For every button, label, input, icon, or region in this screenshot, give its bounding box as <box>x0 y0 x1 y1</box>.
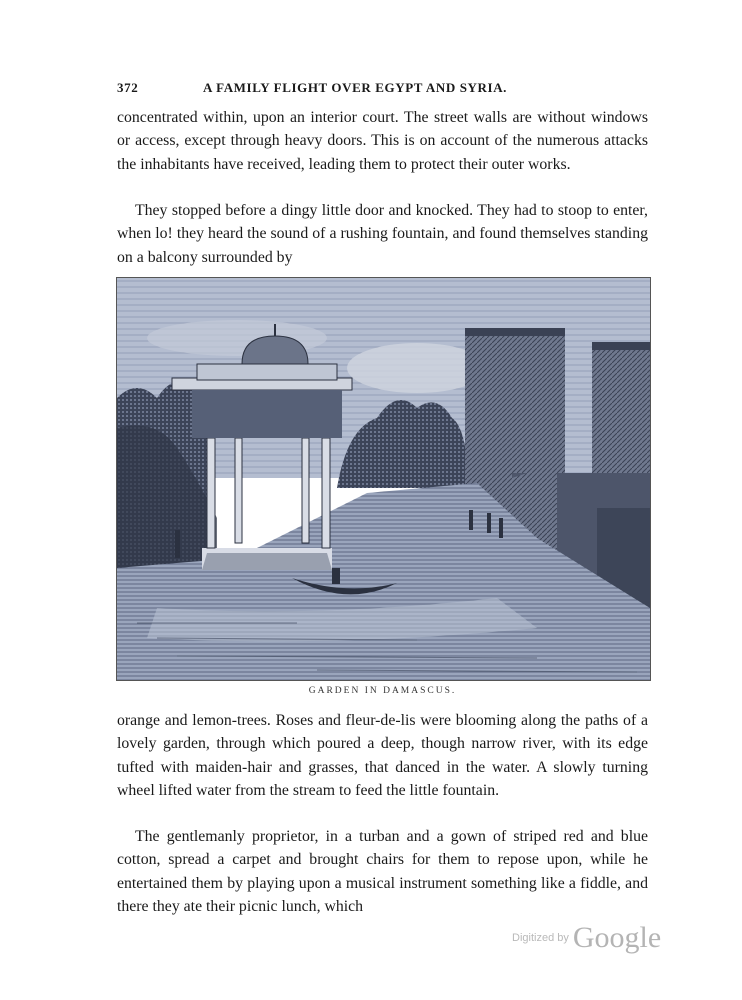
paragraph-3: orange and lemon-trees. Roses and fleur-de-lis were blooming along the paths of a lovely garden, through which poured a deep, though narrow river, with its edge tufted with maiden-hair and grasses, that danced in the water. A slowly turning wheel lifted water from the stream to feed the little fountain. <box>117 712 648 799</box>
running-title: A FAMILY FLIGHT OVER EGYPT AND SYRIA. <box>203 80 508 95</box>
google-logo: Google <box>572 921 662 954</box>
engraving-illustration <box>116 277 651 681</box>
paragraph-4 <box>117 825 648 918</box>
page-number: 372 <box>117 80 139 95</box>
paragraph-4-text: The gentlemanly proprietor, in a turban and a gown of striped red and blue cotton, spread a carpet and brought chairs for them to repose upon, while he entertained them by playing upon a musical instrument something like a fiddle, and there they ate their picnic lunch, which <box>117 828 648 915</box>
figure-caption: GARDEN IN DAMASCUS. <box>308 686 457 696</box>
paragraph-2-text: They stopped before a dingy little door and knocked. They had to stoop to enter, when lo! they heard the sound of a rushing fountain, and found themselves standing on a balcony surrounded by <box>117 202 648 266</box>
watermark-prefix: Digitized by <box>512 932 569 944</box>
paragraph-2 <box>117 199 648 269</box>
paragraph-1: concentrated within, upon an interior court. The street walls are without windows or access, except through heavy doors. This is on account of the numerous attacks the inhabitants have received, leading them to protect their outer works. <box>117 109 648 173</box>
digitized-watermark <box>512 921 661 955</box>
